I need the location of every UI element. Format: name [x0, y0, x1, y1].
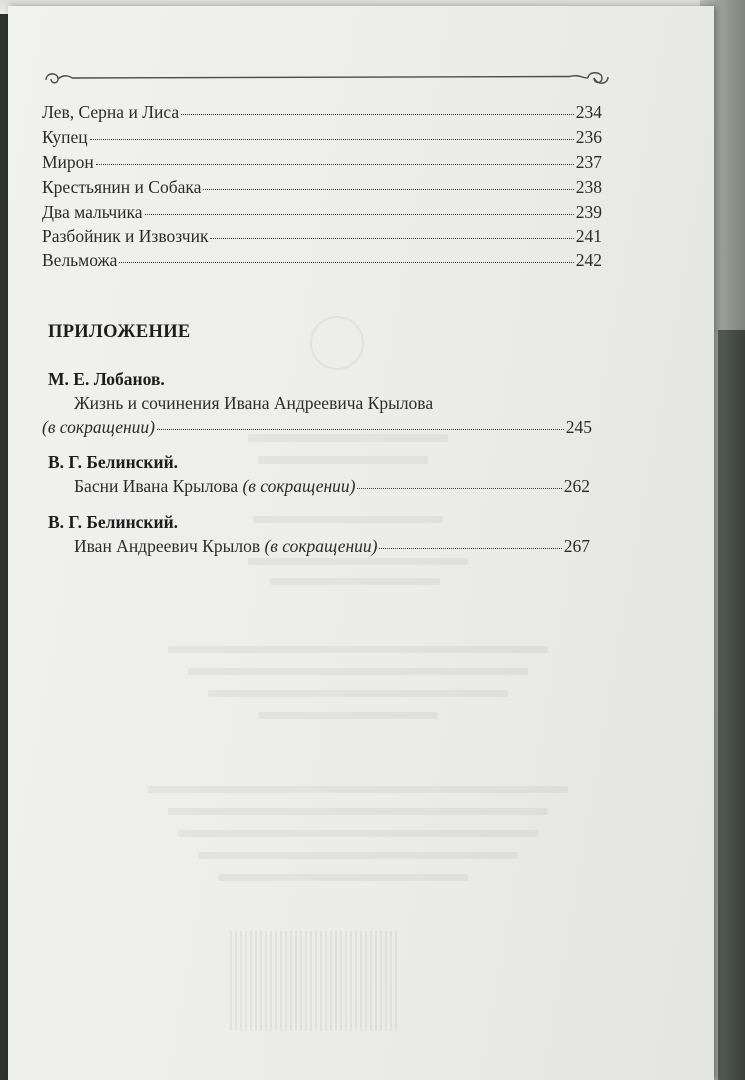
toc-entry	[42, 154, 602, 172]
show-through-text	[270, 578, 440, 585]
appendix-work-title: Жизнь и сочинения Ивана Андреевича Крылова	[74, 393, 434, 413]
toc-entry-page: 242	[575, 250, 602, 270]
dot-leader	[203, 189, 573, 190]
toc-entry-page: 234	[575, 102, 602, 122]
dot-leader	[157, 429, 564, 430]
toc-entry-title: Разбойник и Извозчик	[42, 226, 209, 246]
toc-entry-page: 239	[575, 202, 602, 222]
show-through-text	[248, 558, 468, 565]
appendix-author: В. Г. Белинский.	[48, 452, 179, 472]
appendix-entry	[42, 417, 592, 438]
appendix-author: В. Г. Белинский.	[48, 512, 179, 532]
dot-leader	[119, 262, 573, 263]
toc-entry-title: Два мальчика	[42, 202, 143, 222]
appendix-entry	[74, 536, 590, 557]
appendix-note: (в сокращении)	[42, 417, 155, 437]
show-through-text	[208, 690, 508, 697]
toc-entry-title: Купец	[42, 127, 88, 147]
dot-leader	[210, 238, 573, 239]
toc-entry-page: 237	[575, 152, 602, 172]
show-through-text	[188, 668, 528, 675]
toc-entry-title: Мирон	[42, 152, 94, 172]
show-through-text	[258, 456, 428, 464]
dot-leader	[357, 488, 561, 489]
toc-entry-title: Лев, Серна и Лиса	[42, 102, 180, 122]
appendix-work-name: Басни Ивана Крылова	[74, 476, 239, 496]
toc-entry	[42, 104, 602, 122]
book-page	[8, 6, 714, 1080]
appendix-page: 245	[565, 417, 592, 437]
toc-entry	[42, 129, 602, 147]
show-through-text	[178, 830, 538, 837]
dot-leader	[145, 214, 574, 215]
dot-leader	[379, 548, 561, 549]
appendix-work-title	[74, 476, 355, 497]
appendix-note: (в сокращении)	[242, 476, 356, 496]
appendix-author: М. Е. Лобанов.	[48, 369, 165, 389]
show-through-text	[168, 646, 548, 653]
toc-entry	[42, 228, 602, 246]
show-through-age-mark	[310, 316, 364, 370]
toc-entry	[42, 204, 602, 222]
show-through-text	[198, 852, 518, 859]
toc-entry-page: 238	[575, 177, 602, 197]
toc-entry-title: Вельможа	[42, 250, 118, 270]
toc-entry-page: 241	[575, 226, 602, 246]
show-through-text	[218, 874, 468, 881]
show-through-text	[148, 786, 568, 793]
appendix-page: 267	[563, 536, 590, 556]
appendix-page: 262	[563, 476, 590, 496]
toc-entry-page: 236	[575, 127, 602, 147]
appendix-note: (в сокращении)	[264, 536, 378, 556]
show-through-text	[253, 516, 443, 523]
appendix-heading: ПРИЛОЖЕНИЕ	[48, 322, 191, 342]
toc-entry-title: Крестьянин и Собака	[42, 177, 202, 197]
toc-entry	[42, 252, 602, 270]
show-through-barcode	[230, 931, 400, 1031]
appendix-entry	[74, 476, 590, 497]
appendix-work-title	[74, 536, 377, 557]
book-cover-band	[718, 330, 745, 1080]
show-through-text	[168, 808, 548, 815]
toc-entry	[42, 179, 602, 197]
dot-leader	[90, 139, 574, 140]
dot-leader	[96, 164, 574, 165]
appendix-work-name: Иван Андреевич Крылов	[74, 536, 261, 556]
show-through-text	[258, 712, 438, 719]
ornamental-rule	[42, 66, 612, 92]
dot-leader	[181, 114, 574, 115]
